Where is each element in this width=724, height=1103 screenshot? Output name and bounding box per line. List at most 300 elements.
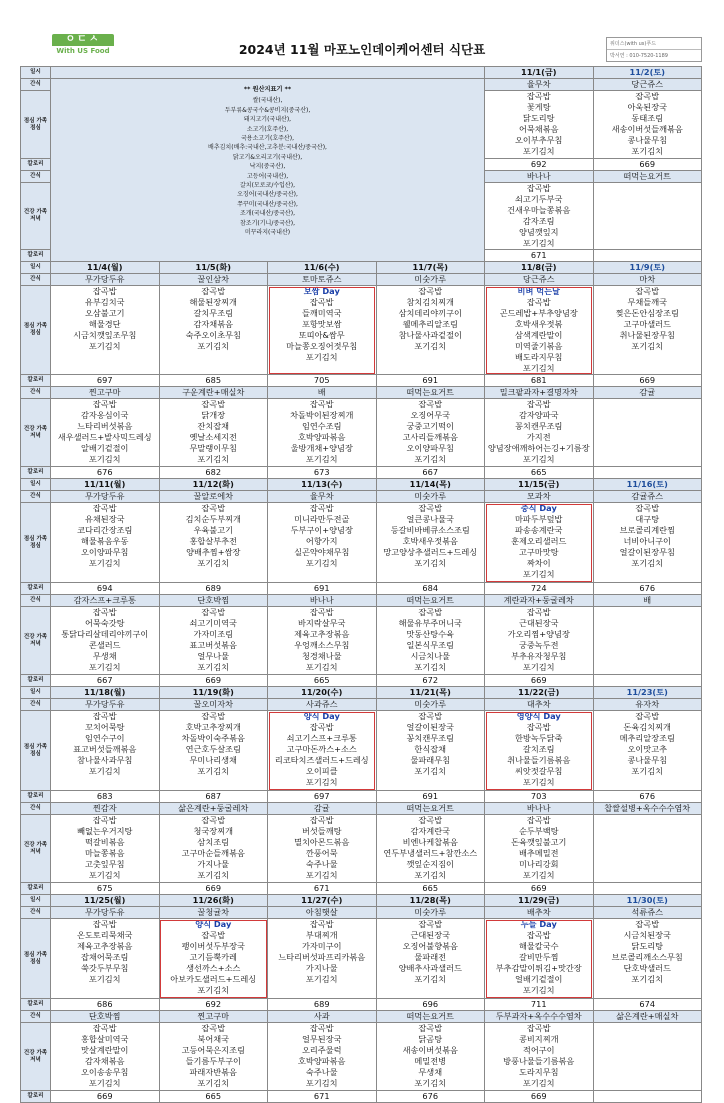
- origin-line: 낙지(중국산),: [249, 163, 286, 171]
- kcal-cell: 676: [593, 583, 702, 595]
- snack-cell: 모과차: [485, 491, 594, 503]
- menu-item: 호박새우젓볶음: [402, 536, 458, 546]
- menu-item: 꽃게탕: [526, 102, 551, 112]
- menu-item: 어묵숙갓탕: [84, 618, 125, 628]
- logo-subtitle: With US Food: [56, 47, 110, 55]
- menu-item: 포기김치: [522, 777, 555, 787]
- kcal-cell: 685: [159, 375, 268, 387]
- menu-item: 연근호두살조림: [185, 744, 241, 754]
- label-kcal: 칼로리: [21, 375, 51, 387]
- menu-item: 잡곡밥: [309, 607, 334, 617]
- menu-item: 잡곡밥: [201, 815, 226, 825]
- menu-item: 포기김치: [414, 662, 447, 672]
- lunch-cell: [51, 711, 160, 791]
- dinner-cell: [485, 399, 594, 467]
- menu-item: 포기김치: [197, 662, 230, 672]
- kcal-cell: [593, 675, 702, 687]
- meal-list: [52, 503, 158, 569]
- snack-cell: 율무차: [268, 491, 377, 503]
- meal-list: [486, 286, 592, 374]
- menu-item: 맛동산탕수육: [406, 629, 454, 639]
- menu-item: 호박새우젓볶: [515, 319, 563, 329]
- menu-item: 파래자반볶음: [189, 1067, 237, 1077]
- date-cell: 11/13(수): [268, 479, 377, 491]
- menu-item: 떡갈비볶음: [84, 837, 125, 847]
- date-empty: [51, 67, 485, 79]
- kcal-cell: [593, 883, 702, 895]
- menu-item: 느타리버섯볶음: [77, 421, 133, 431]
- dinner-cell: [485, 183, 594, 250]
- kcal-cell: 673: [268, 467, 377, 479]
- meal-list: [52, 607, 158, 673]
- menu-item: 씨앗젓갈무침: [515, 766, 563, 776]
- menu-item: 양배추사과샐러드: [398, 963, 462, 973]
- label-snack: 간식: [21, 387, 51, 399]
- kcal-cell: 672: [376, 675, 485, 687]
- snack-cell: 무가당두유: [51, 274, 160, 286]
- menu-item: 잡곡밥: [526, 722, 551, 732]
- special-day-tag: 누들 Day: [520, 919, 557, 929]
- menu-item: 곤드레밥+부추양념장: [499, 308, 578, 318]
- label-dinner: 건강 가족 저녁: [21, 183, 51, 250]
- snack-cell: 단호박찜: [51, 1011, 160, 1023]
- meal-list: [486, 503, 592, 580]
- menu-item: 잡곡밥: [201, 607, 226, 617]
- label-date: 일시: [21, 687, 51, 699]
- menu-item: 고구마맛탕: [518, 547, 559, 557]
- menu-item: 옛날소세지전: [189, 432, 237, 442]
- menu-item: 물파래무침: [410, 755, 451, 765]
- menu-item: 잡곡밥: [418, 919, 443, 929]
- menu-item: 포기김치: [88, 974, 121, 984]
- label-kcal: 칼로리: [21, 883, 51, 895]
- menu-item: 멸치아몬드볶음: [294, 837, 350, 847]
- meal-list: [486, 399, 592, 465]
- kcal-cell: 665: [159, 1091, 268, 1103]
- menu-item: 망고양상추샐러드+드레싱: [383, 547, 478, 557]
- menu-item: 오이양파무침: [406, 443, 454, 453]
- origin-line: 쌀(국내산),: [252, 97, 283, 105]
- meal-list: [269, 607, 375, 673]
- menu-item: 생선까스+소스: [186, 963, 241, 973]
- menu-item: 건새우마늘쫑볶음: [507, 205, 571, 215]
- snack-cell: 꿀알로에차: [159, 491, 268, 503]
- menu-item: 콩나물무침: [627, 755, 668, 765]
- lunch-cell: [376, 503, 485, 583]
- kcal-cell: 692: [159, 999, 268, 1011]
- label-snack: 간식: [21, 274, 51, 286]
- snack-cell: 대추차: [485, 699, 594, 711]
- menu-item: 쇠고기미역국: [189, 618, 237, 628]
- menu-item: 표고버섯볶음: [189, 640, 237, 650]
- label-dinner: 건강 가족 저녁: [21, 399, 51, 467]
- label-snack: 간식: [21, 1011, 51, 1023]
- menu-item: 잡곡밥: [418, 815, 443, 825]
- dinner-cell: [485, 607, 594, 675]
- meal-list: [269, 286, 375, 363]
- menu-item: 방풍나물들기름볶음: [503, 1056, 575, 1066]
- menu-item: 꼬치어묵탕: [84, 722, 125, 732]
- menu-item: 동태조림: [631, 113, 664, 123]
- menu-item: 빼없는우거지탕: [77, 826, 133, 836]
- menu-item: 꽁치캔무조림: [406, 733, 454, 743]
- menu-item: 한식잡채: [414, 744, 447, 754]
- kcal-cell: 705: [268, 375, 377, 387]
- menu-item: 해물된장찌개: [189, 297, 237, 307]
- menu-item: 콩비지찌개: [518, 1034, 559, 1044]
- menu-item: 닭도리탕: [522, 113, 555, 123]
- date-cell: 11/12(화): [159, 479, 268, 491]
- snack-cell: 감귤: [268, 803, 377, 815]
- dinner-cell: [51, 815, 160, 883]
- menu-item: 잡곡밥: [526, 815, 551, 825]
- date-cell: 11/30(토): [593, 895, 702, 907]
- menu-item: 얼큰콩나물국: [406, 514, 454, 524]
- dinner-cell: [159, 607, 268, 675]
- menu-item: 포기김치: [522, 985, 555, 995]
- menu-item: 무생채: [92, 651, 117, 661]
- menu-item: 돈육김치찌개: [623, 722, 671, 732]
- menu-item: 깻잎순지짐이: [406, 859, 454, 869]
- lunch-cell: [51, 919, 160, 999]
- dinner-cell: [51, 1023, 160, 1091]
- snack-cell: 배: [593, 595, 702, 607]
- label-kcal: 칼로리: [21, 1091, 51, 1103]
- meal-list: [378, 815, 484, 881]
- label-snack: 간식: [21, 171, 51, 183]
- menu-item: 너비아니구이: [623, 536, 671, 546]
- label-snack: 간식: [21, 907, 51, 919]
- menu-item: 김치순두부찌개: [185, 514, 241, 524]
- menu-item: 양배추찜+쌈장: [186, 547, 241, 557]
- menu-item: 취나물들기름볶음: [507, 755, 571, 765]
- menu-item: 참치김치찌개: [406, 297, 454, 307]
- menu-item: 감자채볶음: [193, 319, 234, 329]
- snack-cell: 석류쥬스: [593, 907, 702, 919]
- label-kcal: 칼로리: [21, 999, 51, 1011]
- lunch-cell: [376, 711, 485, 791]
- date-cell: 11/2(토): [593, 67, 702, 79]
- menu-item: 배추메밀전: [518, 848, 559, 858]
- date-cell: 11/11(월): [51, 479, 160, 491]
- menu-item: 차돌박이된장찌개: [290, 410, 354, 420]
- menu-item: 잡곡밥: [201, 930, 226, 940]
- menu-item: 어향가지: [305, 536, 338, 546]
- lunch-cell: [593, 711, 702, 791]
- kcal-cell: 665: [268, 675, 377, 687]
- snack-cell: 구운계란+매실차: [159, 387, 268, 399]
- date-cell: 11/15(금): [485, 479, 594, 491]
- menu-item: 잡곡밥: [309, 1023, 334, 1033]
- menu-item: 제육고추장볶음: [294, 629, 350, 639]
- origin-line: 미꾸라지(국내산): [244, 229, 291, 237]
- menu-item: 미역줄기볶음: [515, 341, 563, 351]
- meal-list: [595, 711, 701, 777]
- kcal-cell: 669: [159, 883, 268, 895]
- menu-item: 차돌박이숙주볶음: [181, 733, 245, 743]
- date-cell: 11/18(월): [51, 687, 160, 699]
- menu-item: 고구마샐러드: [623, 319, 671, 329]
- special-day-tag: 양식 Day: [195, 919, 232, 929]
- menu-item: 새우샐러드+발사믹드레싱: [57, 432, 152, 442]
- date-cell: 11/20(수): [268, 687, 377, 699]
- lunch-cell: [268, 919, 377, 999]
- menu-item: 대구탕: [635, 514, 660, 524]
- menu-item: 마파두부덮밥: [515, 514, 563, 524]
- menu-item: 감자채볶음: [84, 1056, 125, 1066]
- dinner-cell: [376, 815, 485, 883]
- meal-list: [378, 286, 484, 352]
- menu-item: 해물유부주머니국: [398, 618, 462, 628]
- menu-item: 무미나리생채: [189, 755, 237, 765]
- menu-item: 호박양파볶음: [298, 1056, 346, 1066]
- label-lunch: 점심 가족 점심: [21, 711, 51, 791]
- menu-item: 양념깻잎지: [518, 227, 559, 237]
- origin-line: 국용소고기(호주산),: [241, 135, 294, 143]
- dinner-cell: [593, 1023, 702, 1091]
- menu-item: 온도토리묵채국: [77, 930, 133, 940]
- menu-item: 포기김치: [197, 870, 230, 880]
- label-kcal: 칼로리: [21, 467, 51, 479]
- snack-cell: 떠먹는요거트: [376, 1011, 485, 1023]
- dinner-cell: [593, 183, 702, 250]
- menu-item: 포기김치: [197, 341, 230, 351]
- menu-item: 포기김치: [197, 454, 230, 464]
- meal-list: [595, 286, 701, 352]
- dinner-cell: [159, 399, 268, 467]
- menu-item: 포기김치: [305, 454, 338, 464]
- menu-item: 알배기겉절이: [81, 443, 129, 453]
- menu-item: 닭개장: [201, 410, 226, 420]
- origin-line: 소고기(호주산),: [246, 125, 289, 133]
- menu-item: 임연수구이: [84, 733, 125, 743]
- menu-item: 우엉깨소스무침: [294, 640, 350, 650]
- menu-item: 팽이버섯두부장국: [181, 941, 245, 951]
- snack-cell: 마차: [593, 274, 702, 286]
- menu-item: 해물경단: [88, 319, 121, 329]
- menu-item: 포기김치: [522, 146, 555, 156]
- menu-item: 고사리들깨볶음: [402, 432, 458, 442]
- kcal-cell: [593, 1091, 702, 1103]
- menu-item: 일본식무조림: [406, 640, 454, 650]
- menu-item: 잡곡밥: [526, 91, 551, 101]
- kcal-cell: [593, 250, 702, 262]
- meal-list: [161, 503, 267, 569]
- date-cell: 11/28(목): [376, 895, 485, 907]
- menu-item: 호박고추장찌개: [185, 722, 241, 732]
- lunch-cell: [159, 286, 268, 375]
- date-cell: 11/6(수): [268, 262, 377, 274]
- menu-item: 순두부백탕: [518, 826, 559, 836]
- menu-item: 비엔나케찹볶음: [402, 837, 458, 847]
- lunch-cell: [51, 503, 160, 583]
- date-cell: 11/22(금): [485, 687, 594, 699]
- snack-cell: 아침햇살: [268, 907, 377, 919]
- menu-item: 돈육깻잎불고기: [511, 837, 567, 847]
- menu-item: 시금치깻잎조무침: [73, 330, 137, 340]
- snack-cell: 미숫가루: [376, 907, 485, 919]
- snack-cell: 찹쌀설병+옥수수수염차: [593, 803, 702, 815]
- meal-list: [161, 919, 267, 996]
- meal-list: [161, 286, 267, 352]
- menu-item: 포기김치: [414, 1078, 447, 1088]
- label-kcal: 칼로리: [21, 791, 51, 803]
- menu-item: 바지락살무국: [298, 618, 346, 628]
- menu-item: 잡곡밥: [92, 503, 117, 513]
- menu-item: 유채된장국: [84, 514, 125, 524]
- snack-cell: 미숫가루: [376, 491, 485, 503]
- menu-item: 잡곡밥: [309, 399, 334, 409]
- menu-item: 포기김치: [522, 238, 555, 248]
- label-snack: 간식: [21, 803, 51, 815]
- lunch-cell: [485, 286, 594, 375]
- menu-item: 근대된장국: [410, 930, 451, 940]
- menu-item: 잡곡밥: [309, 297, 334, 307]
- menu-item: 갈치무조림: [193, 308, 234, 318]
- menu-item: 포기김치: [305, 974, 338, 984]
- snack-cell: 꿀인삼차: [159, 274, 268, 286]
- menu-item: 닭도리탕: [631, 941, 664, 951]
- menu-item: 잡곡밥: [635, 711, 660, 721]
- menu-item: 임연수조림: [301, 421, 342, 431]
- origin-notes: [51, 79, 485, 262]
- menu-item: 포기김치: [197, 766, 230, 776]
- snack-cell: 꿀오미자차: [159, 699, 268, 711]
- menu-item: 브로콜리계란찜: [619, 525, 675, 535]
- kcal-cell: 674: [593, 999, 702, 1011]
- menu-item: 연두부냉샐러드+참깐소스: [383, 848, 478, 858]
- kcal-cell: 694: [51, 583, 160, 595]
- snack-cell: 계란과자+둥굴레차: [485, 595, 594, 607]
- menu-item: 포기김치: [631, 341, 664, 351]
- menu-item: 등갈비바베큐소스조림: [390, 525, 470, 535]
- meal-list: [161, 1023, 267, 1089]
- kcal-cell: 686: [51, 999, 160, 1011]
- lunch-cell: [268, 286, 377, 375]
- menu-item: 취나물된장무침: [619, 330, 675, 340]
- menu-item: 새송이버섯볶음: [402, 1045, 458, 1055]
- menu-item: 부추감말이튀김+맛간장: [495, 963, 582, 973]
- meal-list: [378, 1023, 484, 1089]
- menu-item: 포기김치: [414, 454, 447, 464]
- origin-heading: ** 원산지표기 **: [243, 86, 292, 93]
- menu-item: 포기김치: [88, 870, 121, 880]
- snack-cell: 삶은계란+둥굴레차: [159, 803, 268, 815]
- dinner-cell: [51, 399, 160, 467]
- meal-list: [595, 919, 701, 985]
- origin-line: 오징어(국내산/중국산),: [237, 191, 298, 199]
- label-date: 일시: [21, 895, 51, 907]
- lunch-cell: [485, 711, 594, 791]
- kcal-cell: 667: [51, 675, 160, 687]
- date-cell: 11/23(토): [593, 687, 702, 699]
- menu-item: 포기김치: [305, 870, 338, 880]
- snack-cell: 단호박찜: [159, 595, 268, 607]
- menu-item: 포기김치: [88, 341, 121, 351]
- menu-item: 오징어무국: [410, 410, 451, 420]
- kcal-cell: 669: [51, 1091, 160, 1103]
- kcal-cell: 669: [159, 675, 268, 687]
- snack-cell: 떠먹는요거트: [376, 803, 485, 815]
- menu-item: 청국장찌개: [193, 826, 234, 836]
- menu-item: 잡곡밥: [92, 1023, 117, 1033]
- menu-item: 포기김치: [197, 1078, 230, 1088]
- date-cell: 11/29(금): [485, 895, 594, 907]
- kcal-cell: 703: [485, 791, 594, 803]
- menu-item: 호박양파볶음: [298, 432, 346, 442]
- menu-item: 해물볶음우동: [81, 536, 129, 546]
- menu-item: 포기김치: [522, 1078, 555, 1088]
- contact-box: [606, 37, 702, 62]
- kcal-cell: 669: [485, 883, 594, 895]
- snack-cell: 당근쥬스: [485, 274, 594, 286]
- menu-item: 가지나물: [305, 963, 338, 973]
- lunch-cell: [593, 919, 702, 999]
- menu-item: 훈제오리샐러드: [511, 536, 567, 546]
- menu-item: 가지전: [526, 432, 551, 442]
- menu-item: 북어채국: [197, 1034, 230, 1044]
- menu-item: 꽁치캔무조림: [515, 421, 563, 431]
- menu-item: 해물칼국수: [518, 941, 559, 951]
- kcal-cell: 691: [376, 791, 485, 803]
- menu-item: 잡곡밥: [526, 297, 551, 307]
- meal-list: [269, 503, 375, 569]
- menu-item: 잡곡밥: [418, 286, 443, 296]
- menu-item: 마늘쫑볶음: [84, 848, 125, 858]
- snack-cell: 당근쥬스: [593, 79, 702, 91]
- meal-list: [269, 711, 375, 788]
- menu-item: 들기름두부구이: [185, 1056, 241, 1066]
- menu-item: 브로콜리깨소스무침: [611, 952, 683, 962]
- meal-list: [595, 91, 701, 157]
- origin-line: 고등어(국내산),: [246, 172, 289, 180]
- snack-cell: 삶은계란+매실차: [593, 1011, 702, 1023]
- meal-list: [52, 711, 158, 777]
- dinner-cell: [593, 607, 702, 675]
- menu-item: 물파래전: [414, 952, 447, 962]
- menu-item: 포기김치: [522, 662, 555, 672]
- snack-cell: 토마토쥬스: [268, 274, 377, 286]
- menu-item: 포기김치: [522, 569, 555, 579]
- date-cell: 11/4(월): [51, 262, 160, 274]
- menu-item: 포기김치: [414, 558, 447, 568]
- menu-item: 콩나물무침: [627, 135, 668, 145]
- snack-cell: 감자스프+크루통: [51, 595, 160, 607]
- menu-item: 감자옹심이국: [81, 410, 129, 420]
- menu-item: 잡곡밥: [309, 722, 334, 732]
- dinner-cell: [268, 1023, 377, 1091]
- menu-item: 쑥갓두부무침: [81, 963, 129, 973]
- origin-line: 닭고기&오리고기(국내산),: [232, 153, 303, 161]
- origin-line: 돼지고기(국내산),: [243, 116, 292, 124]
- menu-item: 단호박샐러드: [623, 963, 671, 973]
- origin-line: 쭈꾸미(국내산/중국산),: [237, 200, 298, 208]
- meal-list: [269, 919, 375, 985]
- menu-item: 미니라만두전골: [294, 514, 350, 524]
- snack-cell: 두부과자+옥수수수염차: [485, 1011, 594, 1023]
- meal-list: [378, 399, 484, 465]
- menu-item: 포기김치: [197, 558, 230, 568]
- menu-item: 얼무된장국: [301, 1034, 342, 1044]
- date-cell: 11/7(목): [376, 262, 485, 274]
- kcal-cell: 724: [485, 583, 594, 595]
- menu-item: 잡곡밥: [526, 399, 551, 409]
- menu-item: 포기김치: [414, 766, 447, 776]
- menu-item: 잡곡밥: [92, 286, 117, 296]
- menu-item: 버섯들깨탕: [301, 826, 342, 836]
- snack-cell: 미숫가루: [376, 699, 485, 711]
- dinner-cell: [593, 815, 702, 883]
